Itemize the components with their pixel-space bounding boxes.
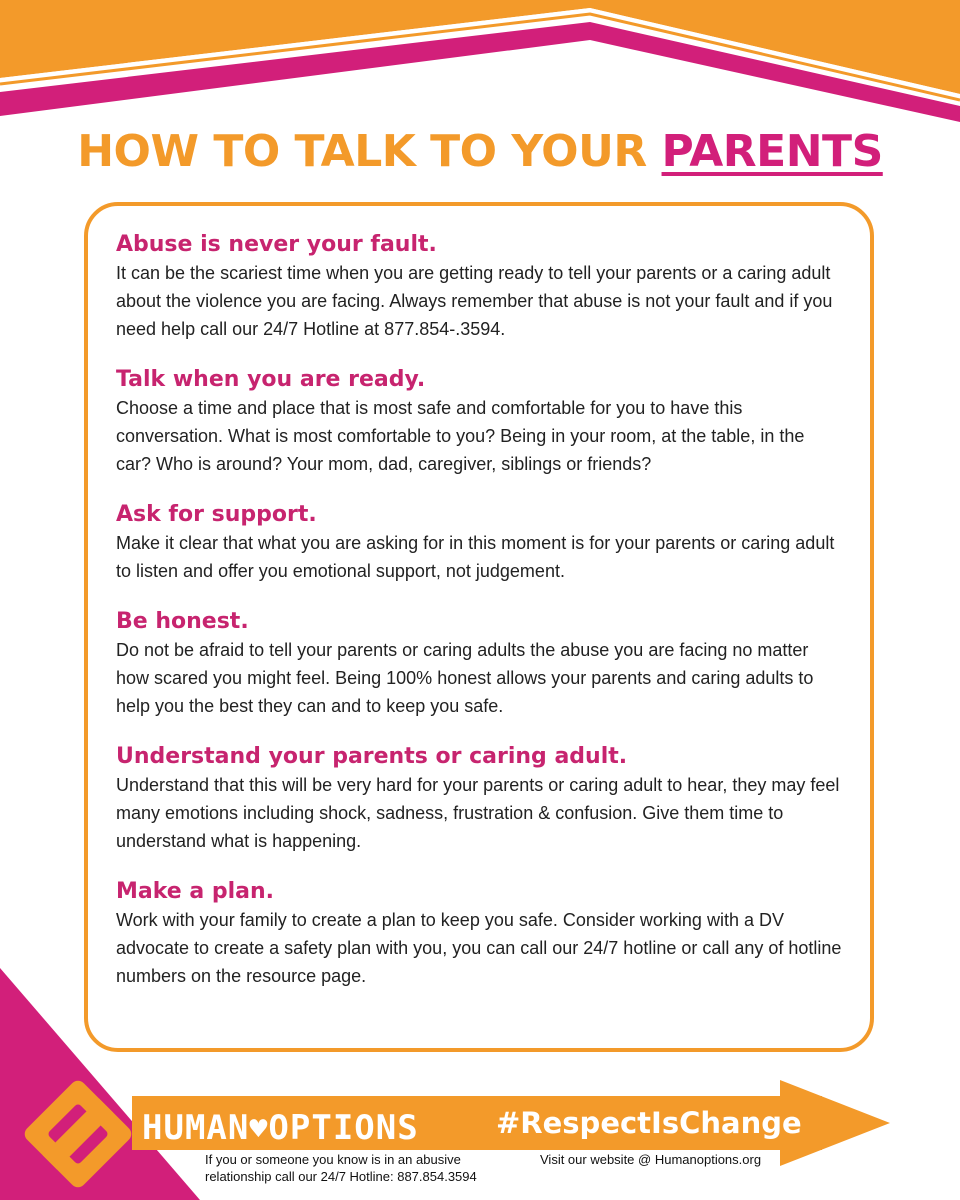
tips-card <box>84 202 874 1052</box>
tip-heading: Make a plan. <box>116 879 275 904</box>
heart-icon: ♥ <box>249 1112 269 1147</box>
tip-body: Work with your family to create a plan to keep you safe. Consider working with a DV advocate to create a safety plan with you, you can call our 24/7 hotline or call any of hotline numbers on the resource page. <box>116 910 842 986</box>
hashtag: #RespectIsChange <box>496 1106 802 1140</box>
tip-heading: Talk when you are ready. <box>116 367 426 392</box>
tip-heading: Abuse is never your fault. <box>116 232 437 257</box>
tip-section <box>116 232 842 343</box>
website-link[interactable]: Visit our website @ Humanoptions.org <box>540 1152 762 1167</box>
tip-body: Do not be afraid to tell your parents or caring adults the abuse you are facing no matter how scared you might feel. Being 100% honest allows your parents and caring adults to help you the best they can and to keep you safe. <box>116 640 814 716</box>
page-title: HOW TO TALK TO YOUR PARENTS <box>77 126 883 177</box>
tip-section <box>116 744 842 855</box>
hotline-note: If you or someone you know is in an abusive relationship call our 24/7 Hotline: 887.854.3594 <box>205 1152 477 1184</box>
tip-section <box>116 367 842 478</box>
tip-heading: Be honest. <box>116 609 249 634</box>
tip-section <box>116 502 842 585</box>
brand-logo: HUMAN♥OPTIONS <box>142 1108 419 1148</box>
tip-heading: Ask for support. <box>116 502 317 527</box>
header-banner <box>0 0 960 130</box>
tip-body: Choose a time and place that is most safe and comfortable for you to have this conversation. What is most comfortable to you? Being in your room, at the table, in the car? Who is around? Your mom, dad, caregiver, siblings or friends? <box>116 398 805 474</box>
tip-section <box>116 609 842 720</box>
tip-body: Make it clear that what you are asking for in this moment is for your parents or caring adult to listen and offer you emotional support, not judgement. <box>116 533 835 581</box>
tip-heading: Understand your parents or caring adult. <box>116 744 628 769</box>
tip-body: Understand that this will be very hard for your parents or caring adult to hear, they may feel many emotions including shock, sadness, frustration & confusion. Give them time to understand what is happening. <box>116 775 840 851</box>
tip-body: It can be the scariest time when you are getting ready to tell your parents or a caring adult about the violence you are facing. Always remember that abuse is not your fault and if you need help call our 24/7 Hotline at 877.854-.3594. <box>116 263 833 339</box>
title-highlight: PARENTS <box>661 126 883 177</box>
